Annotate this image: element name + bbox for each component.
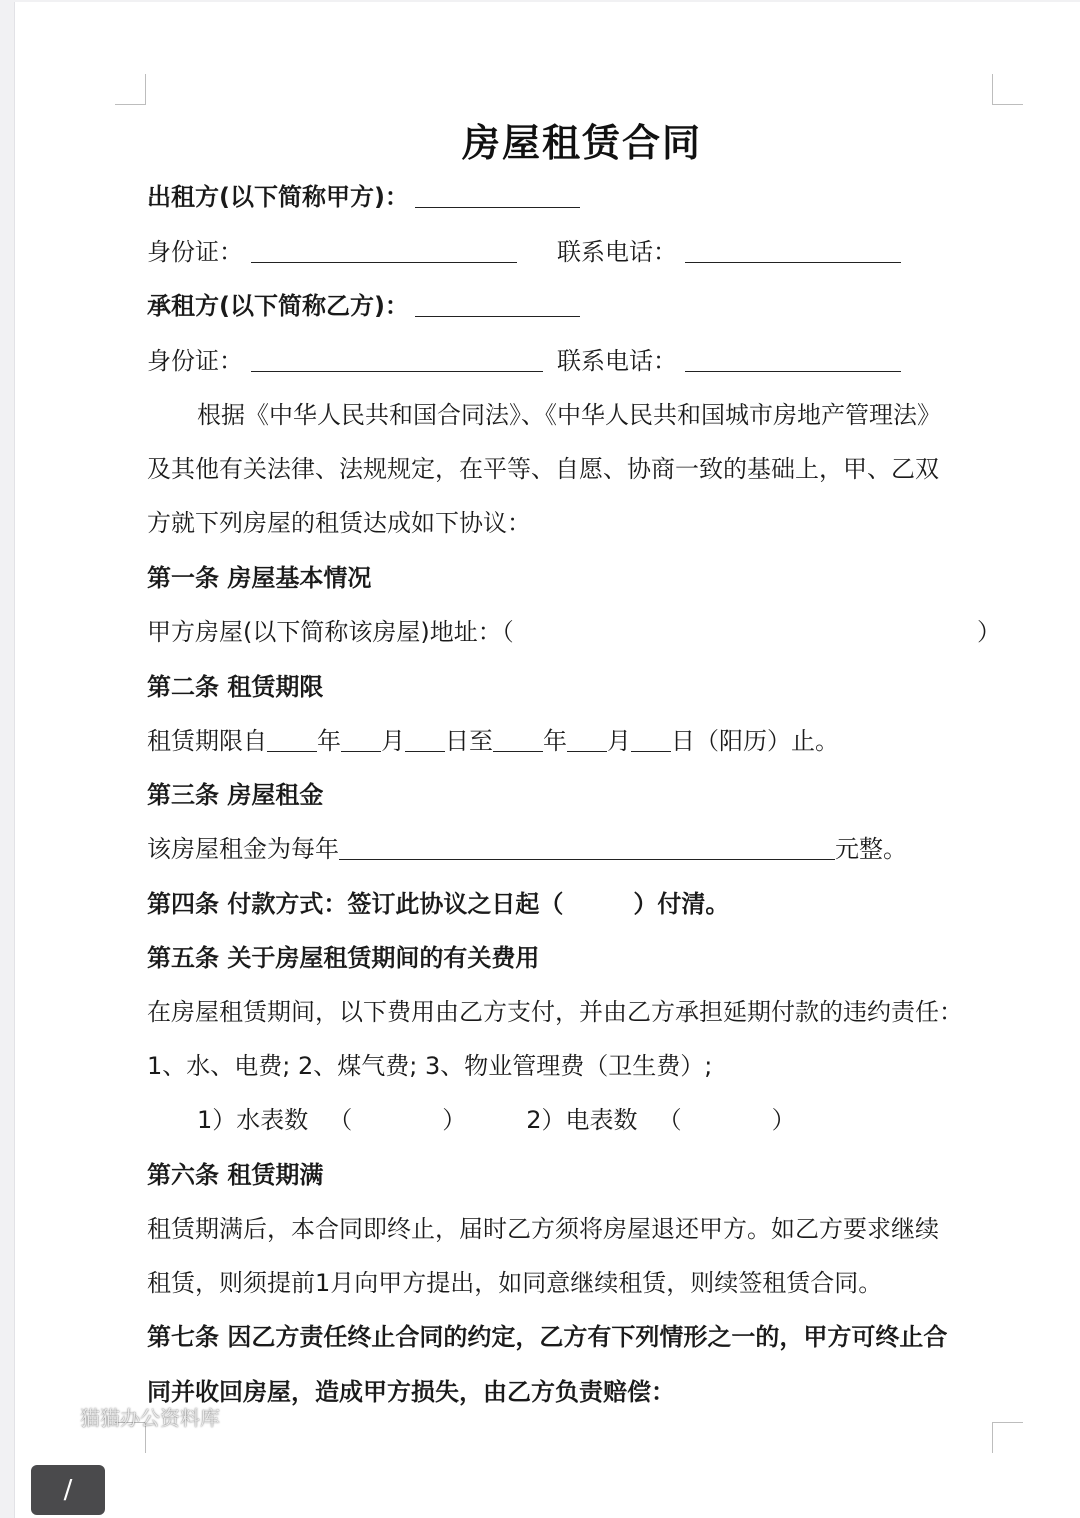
start-year-blank (267, 727, 317, 752)
lessor-phone-blank (685, 238, 901, 263)
year-label: 年 (317, 727, 341, 755)
electric-meter-label: 2）电表数 (526, 1106, 638, 1134)
article-6-text: 租赁，则须提前1月向甲方提出，如同意继续租赁，则续签租赁合同。 (147, 1269, 883, 1297)
article-3-title: 第三条 房屋租金 (147, 781, 324, 809)
end-month-blank (567, 727, 607, 752)
page-corner-mark (115, 74, 146, 105)
address-close-paren: ） (977, 618, 1001, 646)
document-page (14, 2, 1080, 1518)
article-6-text: 租赁期满后，本合同即终止，届时乙方须将房屋退还甲方。如乙方要求继续 (147, 1215, 939, 1243)
meter-readings-line (197, 1105, 796, 1135)
lessor-blank (415, 183, 580, 208)
payment-prefix: 第四条 付款方式：签订此协议之日起（ (147, 890, 564, 918)
phone-label: 联系电话： (557, 347, 677, 375)
lessee-id-line (147, 346, 901, 376)
paren-close: ） (442, 1106, 467, 1134)
document-title: 房屋租赁合同 (461, 121, 702, 165)
page-corner-mark (992, 1422, 1023, 1453)
article-6-title: 第六条 租赁期满 (147, 1161, 324, 1189)
paren-open: （ (328, 1106, 353, 1134)
rent-suffix: 元整。 (835, 835, 907, 863)
term-suffix: （阳历）止。 (695, 727, 839, 755)
intro-line: 根据《中华人民共和国合同法》、《中华人民共和国城市房地产管理法》 (197, 401, 941, 429)
article-5-text: 在房屋租赁期间，以下费用由乙方支付，并由乙方承担延期付款的违约责任： (147, 998, 963, 1026)
rent-line (147, 834, 907, 864)
page-indicator-button[interactable]: / (31, 1465, 105, 1515)
end-year-blank (493, 727, 543, 752)
lease-term-line (147, 726, 839, 756)
article-5-items: 1、水、电费; 2、煤气费; 3、物业管理费（卫生费）; (147, 1052, 713, 1080)
end-day-blank (631, 727, 671, 752)
lessor-id-blank (251, 238, 517, 263)
page-corner-mark (992, 74, 1023, 105)
article-2-title: 第二条 租赁期限 (147, 673, 324, 701)
lessee-id-blank (251, 347, 543, 372)
address-label: 甲方房屋(以下简称该房屋)地址：（ (147, 618, 514, 646)
lessor-line (147, 182, 580, 212)
phone-label: 联系电话： (557, 238, 677, 266)
lessor-label: 出租方(以下简称甲方)： (147, 183, 409, 211)
start-month-blank (341, 727, 381, 752)
id-label: 身份证： (147, 238, 243, 266)
article-5-title: 第五条 关于房屋租赁期间的有关费用 (147, 944, 540, 972)
lessee-blank (415, 292, 580, 317)
article-7-text: 第七条 因乙方责任终止合同的约定，乙方有下列情形之一的，甲方可终止合 (147, 1323, 948, 1351)
water-meter-label: 1）水表数 (197, 1106, 309, 1134)
lessee-phone-blank (685, 347, 901, 372)
lessee-line (147, 291, 580, 321)
rent-amount-blank (339, 835, 835, 860)
year-label: 年 (543, 727, 567, 755)
article-4-line (147, 889, 729, 919)
article-1-address-line (147, 617, 514, 647)
rent-prefix: 该房屋租金为每年 (147, 835, 339, 863)
paren-open: （ (657, 1106, 682, 1134)
month-label: 月 (607, 727, 631, 755)
lessee-label: 承租方(以下简称乙方)： (147, 292, 409, 320)
payment-suffix: ）付清。 (633, 890, 730, 918)
lessor-id-line (147, 237, 901, 267)
day-to-label: 日至 (445, 727, 493, 755)
paren-close: ） (771, 1106, 796, 1134)
start-day-blank (405, 727, 445, 752)
term-prefix: 租赁期限自 (147, 727, 267, 755)
day-label: 日 (671, 727, 695, 755)
intro-line: 及其他有关法律、法规规定，在平等、自愿、协商一致的基础上，甲、乙双 (147, 455, 939, 483)
intro-line: 方就下列房屋的租赁达成如下协议： (147, 509, 531, 537)
article-1-title: 第一条 房屋基本情况 (147, 564, 372, 592)
id-label: 身份证： (147, 347, 243, 375)
watermark: 猫猫办公资料库 (80, 1406, 220, 1430)
article-7-text: 同并收回房屋，造成甲方损失，由乙方负责赔偿： (147, 1378, 675, 1406)
month-label: 月 (381, 727, 405, 755)
